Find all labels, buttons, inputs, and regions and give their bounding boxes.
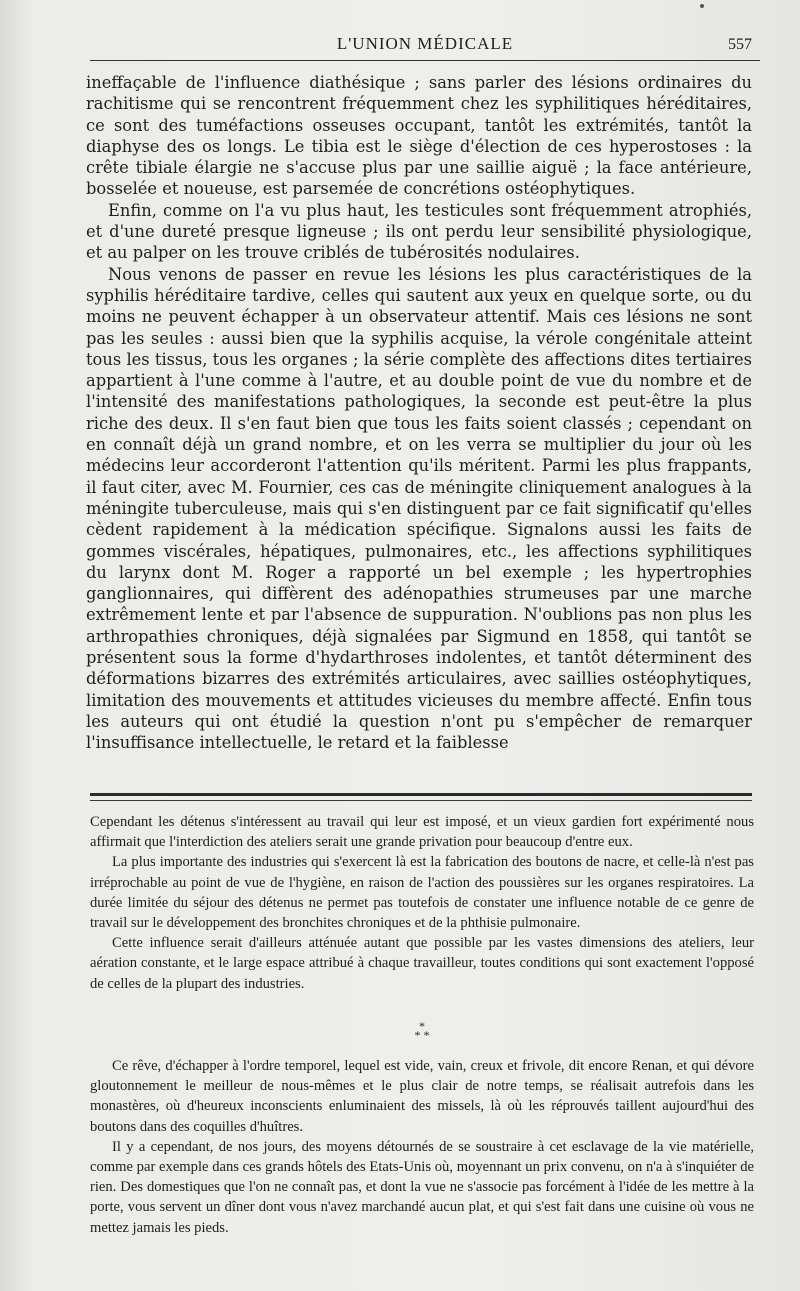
feuilleton-paragraph: Cette influence serait d'ailleurs atténuée autant que possible par les vastes dimensions des ateliers, leur aération constante, et le large espace attribué à chaque travailleur, toutes conditions qui sont exactement l'opposé de celles de la plupart des industries. — [90, 935, 754, 992]
running-head — [90, 30, 760, 61]
page-number: 557 — [728, 36, 752, 53]
feuilleton-paragraph: Ce rêve, d'échapper à l'ordre temporel, lequel est vide, vain, creux et frivole, dit encore Renan, et qui dévore gloutonnement le meilleur de nous-mêmes et le plus clair de notre temps, se réalisait autrefois dans les monastères, où d'heureux inconscients enluminaient des missels, là où les réprouvés taillent aujourd'hui des boutons dans des coquilles d'huîtres. — [90, 1058, 754, 1135]
feuilleton-paragraph: Cependant les détenus s'intéressent au travail qui leur est imposé, et un vieux gardien fort expérimenté nous affirmait que l'interdiction des ateliers serait une grande privation pour beaucoup d'entre eux. — [90, 814, 754, 851]
asterism-divider: * * * — [414, 1019, 430, 1042]
separator-rule-thick — [90, 793, 752, 796]
ink-speck — [700, 4, 704, 8]
body-paragraph: ineffaçable de l'influence diathésique ; sans parler des lésions ordinaires du rachitisme qui se rencontrent fréquemment chez les syphilitiques héréditaires, ce sont des tuméfactions osseuses occupant, tantôt les extrémités, tantôt la diaphyse des os longs. Le tibia est le siège d'élection de ces hyperostoses : la crête tibiale élargie ne s'accuse plus par une saillie aiguë ; la face antérieure, bosselée et noueuse, est parsemée de concrétions ostéophytiques. — [86, 73, 752, 199]
feuilleton-paragraph: La plus importante des industries qui s'exercent là est la fabrication des boutons de nacre, et celle-là n'est pas irréprochable au point de vue de l'hygiène, en raison de l'action des poussières sur les organes respiratoires. La durée limitée du séjour des détenus ne permet pas toutefois de constater une influence notable de ce genre de travail sur le développement des bronchites chroniques et de la phthisie pulmonaire. — [90, 854, 754, 932]
feuilleton-section-a — [90, 812, 754, 994]
feuilleton-paragraph: Il y a cependant, de nos jours, des moyens détournés de se soustraire à cet esclavage de la vie matérielle, comme par exemple dans ces grands hôtels des Etats-Unis où, moyennant un prix convenu, on n'a à s'inquiéter de rien. Des domestiques que l'on ne connaît pas, et dont la vue ne s'associe pas forcément à l'idée de les mettre à la porte, vous servent un dîner dont vous n'avez marchandé aucun plat, et qui s'est fait dans une cuisine où vous ne mettez jamais les pieds. — [90, 1138, 754, 1236]
body-paragraph: Nous venons de passer en revue les lésions les plus caractéristiques de la syphilis héréditaire tardive, celles qui sautent aux yeux en quelque sorte, ou du moins ne peuvent échapper à un observateur attentif. Mais ces lésions ne sont pas les seules : aussi bien que la syphilis acquise, la vérole congénitale atteint tous les tissus, tous les organes ; la série complète des affections dites tertiaires appartient à l'une comme à l'autre, et au double point de vue du nombre et de l'intensité des manifestations pathologiques, la seconde est peut-être la plus riche des deux. Il s'en faut bien que tous les faits soient classés ; cependant on en connaît déjà un grand nombre, et on les verra se multiplier du jour où les médecins leur accorderont l'attention qu'ils méritent. Parmi les plus frappants, il faut citer, avec M. Fournier, ces cas de méningite cliniquement analogues à la méningite tuberculeuse, mais qui s'en distinguent par ce fait significatif qu'elles cèdent rapidement à la médication spécifique. Signalons aussi les faits de gommes viscérales, hépatiques, pulmonaires, etc., les affections syphilitiques du larynx dont M. Roger a rapporté un bel exemple ; les hypertrophies ganglionnaires, qui diffèrent des adénopathies strumeuses par une marche extrêmement lente et par l'absence de suppuration. N'oublions pas non plus les arthropathies chroniques, déjà signalées par Sigmund en 1858, qui tantôt se présentent sous la forme d'hydarthroses indolentes, et tantôt déterminent des déformations bizarres des extrémités articulaires, avec saillies ostéophytiques, limitation des mouvements et attitudes vicieuses du membre affecté. Enfin tous les auteurs qui ont étudié la question n'ont pu s'empêcher de remarquer l'insuffisance intellectuelle, le retard et la faiblesse — [86, 264, 752, 753]
feuilleton-section-b — [90, 1056, 754, 1238]
running-title: L'UNION MÉDICALE — [336, 34, 514, 53]
main-text — [86, 72, 752, 754]
body-paragraph: Enfin, comme on l'a vu plus haut, les testicules sont fréquemment atrophiés, et d'une dureté presque ligneuse ; ils ont perdu leur sensibilité physiologique, et au palper on les trouve criblés de tubérosités nodulaires. — [86, 200, 752, 263]
separator-rule-thin — [90, 800, 752, 801]
